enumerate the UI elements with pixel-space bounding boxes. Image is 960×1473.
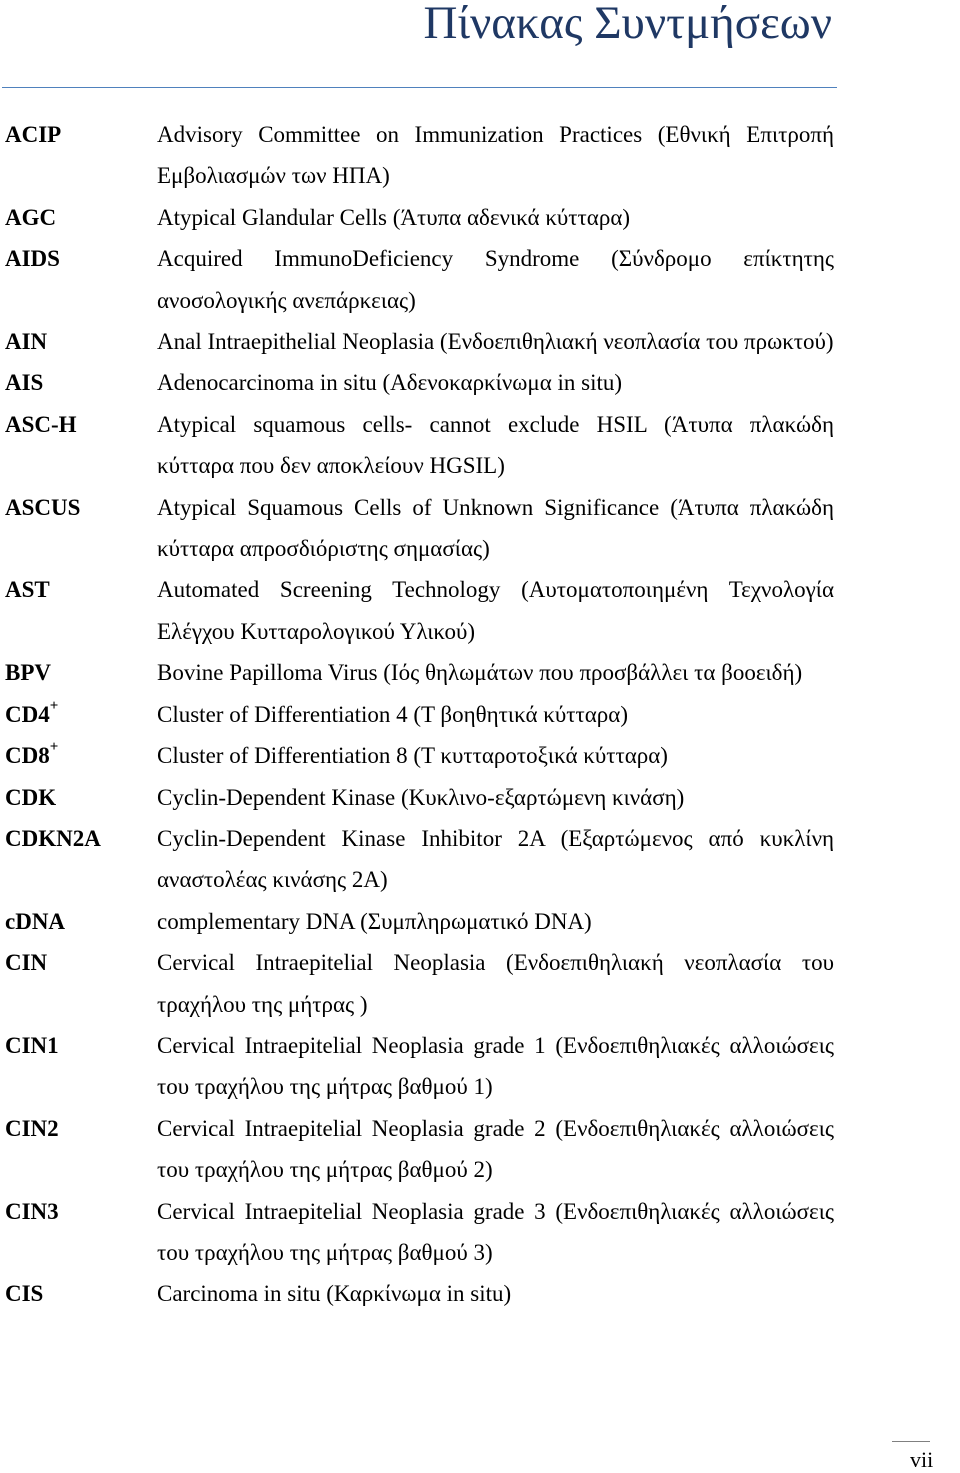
abbreviation-entry: [0, 1273, 838, 1314]
abbreviation-term: [5, 362, 43, 403]
abbreviation-entry: [0, 404, 838, 487]
abbreviation-entry: [0, 1025, 838, 1108]
abbreviation-entry: [0, 197, 838, 238]
abbreviation-definition: Atypical Squamous Cells of Unknown Significance (Άτυπα πλακώδη κύτταρα απροσδιόριστης σημασίας): [157, 494, 834, 562]
abbreviation-definition: Cervical Intraepitelial Neoplasia grade 2 (Ενδοεπιθηλιακές αλλοιώσεις του τραχήλου της μήτρας βαθμού 2): [157, 1115, 834, 1183]
abbreviation-entry: [0, 114, 838, 197]
abbreviation-term: [5, 404, 77, 445]
abbreviation-entry: [0, 694, 838, 735]
abbreviation-text: ASC-H: [5, 411, 77, 437]
abbreviation-entry: [0, 569, 838, 652]
abbreviation-definition: Atypical squamous cells- cannot exclude HSIL (Άτυπα πλακώδη κύτταρα που δεν αποκλείουν HGSIL): [157, 411, 834, 479]
abbreviation-term: [5, 1273, 43, 1314]
abbreviation-entry: [0, 652, 838, 693]
abbreviation-term: [5, 114, 61, 155]
abbreviation-entry: [0, 487, 838, 570]
abbreviation-list: [0, 114, 838, 1315]
abbreviation-term: [5, 487, 80, 528]
abbreviation-text: AIDS: [5, 246, 60, 272]
abbreviation-text: AIS: [5, 370, 44, 396]
page-title: Πίνακας Συντμήσεων: [423, 0, 832, 49]
abbreviation-definition: Cervical Intraepitelial Neoplasia grade 1 (Ενδοεπιθηλιακές αλλοιώσεις του τραχήλου της μήτρας βαθμού 1): [157, 1032, 834, 1100]
abbreviation-entry: [0, 321, 838, 362]
page-number-rule: [892, 1441, 930, 1442]
abbreviation-text: CIN2: [5, 1115, 59, 1141]
abbreviation-definition: Cluster of Differentiation 8 (Τ κυτταροτοξικά κύτταρα): [157, 743, 668, 769]
abbreviation-term: [5, 777, 56, 818]
abbreviation-definition: Atypical Glandular Cells (Άτυπα αδενικά κύτταρα): [157, 204, 631, 230]
abbreviation-definition: complementary DNA (Συμπληρωματικό DNA): [157, 908, 592, 934]
abbreviation-entry: [0, 1191, 838, 1274]
abbreviation-text: CDKN2A: [5, 825, 101, 851]
abbreviation-text: CIN3: [5, 1198, 59, 1224]
abbreviation-term: [5, 569, 50, 610]
abbreviation-text: BPV: [5, 660, 51, 686]
abbreviation-definition: Cluster of Differentiation 4 (Τ βοηθητικά κύτταρα): [157, 701, 628, 727]
abbreviation-superscript: +: [49, 698, 59, 715]
abbreviation-entry: [0, 777, 838, 818]
abbreviation-text: ASCUS: [5, 494, 81, 520]
abbreviation-entry: [0, 901, 838, 942]
title-divider: [2, 87, 837, 88]
abbreviation-entry: [0, 735, 838, 776]
abbreviation-definition: Advisory Committee on Immunization Practices (Εθνική Επιτροπή Εμβολιασμών των ΗΠΑ): [157, 122, 834, 189]
abbreviation-text: AGC: [5, 204, 57, 230]
abbreviation-text: cDNA: [5, 908, 66, 934]
abbreviation-definition: Bovine Papilloma Virus (Ιός θηλωμάτων που προσβάλλει τα βοοειδή): [157, 660, 803, 686]
abbreviation-definition: Cervical Intraepitelial Neoplasia (Ενδοεπιθηλιακή νεοπλασία του τραχήλου της μήτρας ): [157, 950, 834, 1017]
abbreviation-text: CDK: [5, 784, 57, 810]
abbreviation-superscript: +: [49, 739, 59, 756]
abbreviation-definition: Anal Intraepithelial Neoplasia (Ενδοεπιθηλιακή νεοπλασία του πρωκτού): [157, 329, 834, 355]
abbreviation-definition: Cervical Intraepitelial Neoplasia grade 3 (Ενδοεπιθηλιακές αλλοιώσεις του τραχήλου της μήτρας βαθμού 3): [157, 1198, 834, 1265]
page-number: vii: [910, 1447, 934, 1472]
abbreviation-entry: [0, 1108, 838, 1191]
abbreviation-term: [5, 652, 51, 693]
abbreviation-definition: Cyclin-Dependent Kinase Inhibitor 2A (Εξαρτώμενος από κυκλίνη αναστολέας κινάσης 2A): [157, 825, 834, 893]
abbreviation-definition: Acquired ImmunoDeficiency Syndrome (Σύνδρομο επίκτητης ανοσολογικής ανεπάρκειας): [157, 246, 834, 313]
abbreviation-entry: [0, 362, 838, 403]
abbreviation-term: [5, 1025, 59, 1066]
abbreviation-term: [5, 901, 65, 942]
abbreviation-definition: Carcinoma in situ (Καρκίνωμα in situ): [157, 1281, 512, 1307]
abbreviation-term: [5, 197, 56, 238]
abbreviation-entry: [0, 942, 838, 1025]
abbreviation-text: ACIP: [5, 122, 62, 147]
abbreviation-text: CIN: [5, 950, 48, 976]
abbreviation-term: [5, 321, 47, 362]
abbreviation-term: [5, 735, 58, 776]
abbreviation-definition: Cyclin-Dependent Kinase (Κυκλινο-εξαρτώμενη κινάση): [157, 784, 685, 810]
abbreviation-term: [5, 1191, 59, 1232]
abbreviation-term: [5, 942, 47, 983]
abbreviation-definition: Adenocarcinoma in situ (Αδενοκαρκίνωμα in situ): [157, 370, 623, 396]
abbreviation-definition: Automated Screening Technology (Αυτοματοποιημένη Τεχνολογία Ελέγχου Κυτταρολογικού Υλικού): [157, 577, 834, 644]
abbreviation-text: AIN: [5, 329, 48, 355]
abbreviation-entry: [0, 818, 838, 901]
abbreviation-term: [5, 694, 58, 735]
abbreviation-text: CD8: [5, 743, 50, 769]
abbreviation-text: CD4: [5, 701, 50, 727]
abbreviation-term: [5, 238, 60, 279]
abbreviation-text: CIN1: [5, 1032, 59, 1058]
abbreviation-text: AST: [5, 577, 50, 603]
abbreviation-entry: [0, 238, 838, 321]
abbreviation-text: CIS: [5, 1281, 44, 1307]
abbreviation-term: [5, 818, 101, 859]
abbreviation-term: [5, 1108, 59, 1149]
